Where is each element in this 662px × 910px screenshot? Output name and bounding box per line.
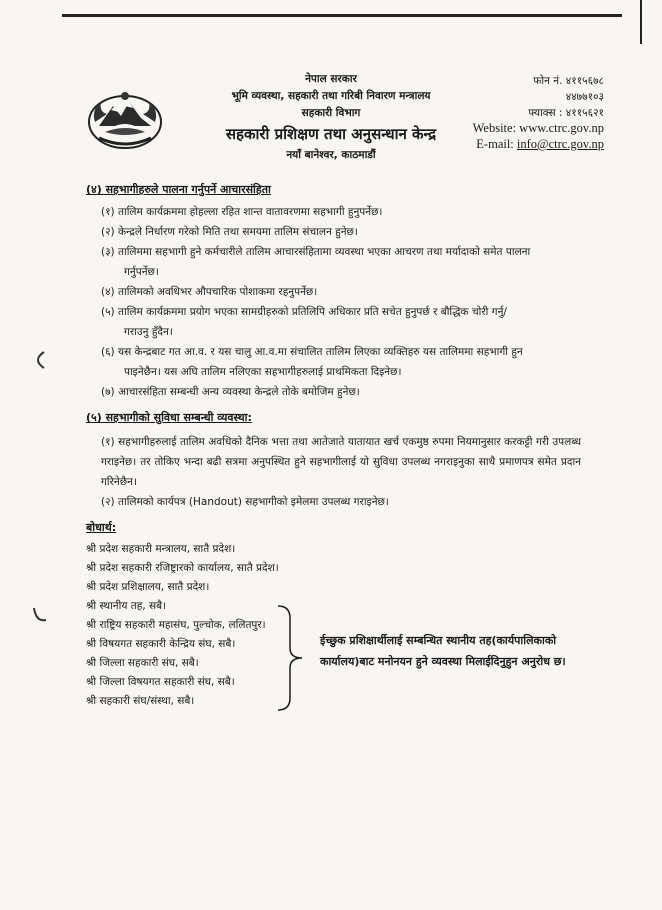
email-link[interactable]: info@ctrc.gov.np [516,137,604,151]
department-name: सहकारी विभाग [301,107,361,119]
ministry-name: भूमि व्यवस्था, सहकारी तथा गरिबी निवारण मन्त्रालय [231,90,431,102]
cc-item-3: श्री प्रदेश प्रशिक्षालय, सातै प्रदेश। [86,581,210,593]
cc-item-2: श्री प्रदेश सहकारी रजिष्ट्रारको कार्यालय, सातै प्रदेश। [86,562,279,574]
section5-item-1: (१) सहभागीहरुलाई तालिम अवधिको दैनिक भत्ता तथा आतेजाते यातायात खर्च एकमुष्ठ रुपमा नियमानुसार करकट्टी गरी उपलब्ध गराइनेछ। तर तोकिए भन्दा बढी सत्रमा अनुपस्थित हुने सहभागीलाई यो सुविधा उपलब्ध नगराइनुका साथै प्रमाणपत्र समेत प्रदान गरिनेछैन। [101,436,581,488]
section4-item-2: (२) केन्द्रले निर्धारण गरेको मिति तथा समयमा तालिम संचालन हुनेछ। [101,226,358,238]
phone-number-2: ४४७७१०३ [565,91,604,103]
section4-item-3-cont: गर्नुपर्नेछ। [124,266,159,278]
section4-item-6: (६) यस केन्द्रबाट गत आ.व. र यस चालु आ.व.मा संचालित तालिम लिएका व्यक्तिहरु यस तालिममा सहभागी हुन [101,346,523,358]
scan-mark-icon [30,606,48,626]
cc-item-6: श्री विषयगत सहकारी केन्द्रिय संघ, सबै। [86,638,236,650]
brace-icon [274,604,314,712]
scan-mark-icon [30,350,48,370]
section4-item-1: (१) तालिम कार्यक्रममा होहल्ला रहित शान्त वातावरणमा सहभागी हुनुपर्नेछ। [101,206,383,218]
section4-item-6-cont: पाइनेछैन। यस अघि तालिम नलिएका सहभागीहरुलाई प्राथमिकता दिइनेछ। [124,366,402,378]
scan-border-right [640,0,642,44]
cc-item-4: श्री स्थानीय तह, सबै। [86,600,167,612]
govt-name: नेपाल सरकार [305,73,357,85]
section5-heading: (५) सहभागीको सुविधा सम्बन्धी व्यवस्था: [86,411,252,424]
phone-number: फोन नं. ४११५६७८ [533,75,604,87]
section4-heading: (४) सहभागीहरुले पालना गर्नुपर्ने आचारसंहिता [86,183,271,196]
section4-item-7: (७) आचारसंहिता सम्बन्धी अन्य व्यवस्था केन्द्रले तोके बमोजिम हुनेछ। [101,386,360,398]
section4-item-4: (४) तालिमको अवधिभर औपचारिक पोशाकमा रहनुपर्नेछ। [101,286,318,298]
cc-item-7: श्री जिल्ला सहकारी संघ, सबै। [86,657,199,669]
section5-item-2: (२) तालिमको कार्यपत्र (Handout) सहभागीको इमेलमा उपलब्ध गराइनेछ। [101,496,389,508]
email-line [476,137,604,152]
email-label: E-mail: [476,137,517,151]
cc-item-1: श्री प्रदेश सहकारी मन्त्रालय, सातै प्रदेश। [86,543,236,555]
scan-border-top [62,14,622,17]
section4-item-5: (५) तालिम कार्यक्रममा प्रयोग भएका सामग्रीहरुको प्रतिलिपि अधिकार प्रति सचेत हुनुपर्छ र बौद्धिक चोरी गर्नु/ [101,306,507,318]
centre-name: सहकारी प्रशिक्षण तथा अनुसन्धान केन्द्र [225,125,437,143]
centre-address: नयाँ बानेश्वर, काठमाडौं [286,149,376,161]
cc-heading: बोधार्थ: [86,521,117,534]
website: Website: www.ctrc.gov.np [472,121,604,135]
cc-item-5: श्री राष्ट्रिय सहकारी महासंघ, पुल्चोक, ललितपुर। [86,619,266,631]
cc-note: ईच्छुक प्रशिक्षार्थीलाई सम्बन्धित स्थानीय तह(कार्यपालिकाको कार्यालय)बाट मनोनयन हुने व्यवस्था मिलाईदिनुहुन अनुरोध छ। [320,634,566,668]
cc-item-8: श्री जिल्ला विषयगत सहकारी संघ, सबै। [86,676,235,688]
fax-number: फ्याक्स : ४११५६२१ [528,107,604,119]
section4-item-3: (३) तालिममा सहभागी हुने कर्मचारीले तालिम आचारसंहितामा व्यवस्था भएका आचरण तथा मर्यादाको समेत पालना [101,246,531,258]
section4-item-5-cont: गराउनु हुँदैन। [124,326,173,338]
cc-item-9: श्री सहकारी संघ/संस्था, सबै। [86,695,195,707]
